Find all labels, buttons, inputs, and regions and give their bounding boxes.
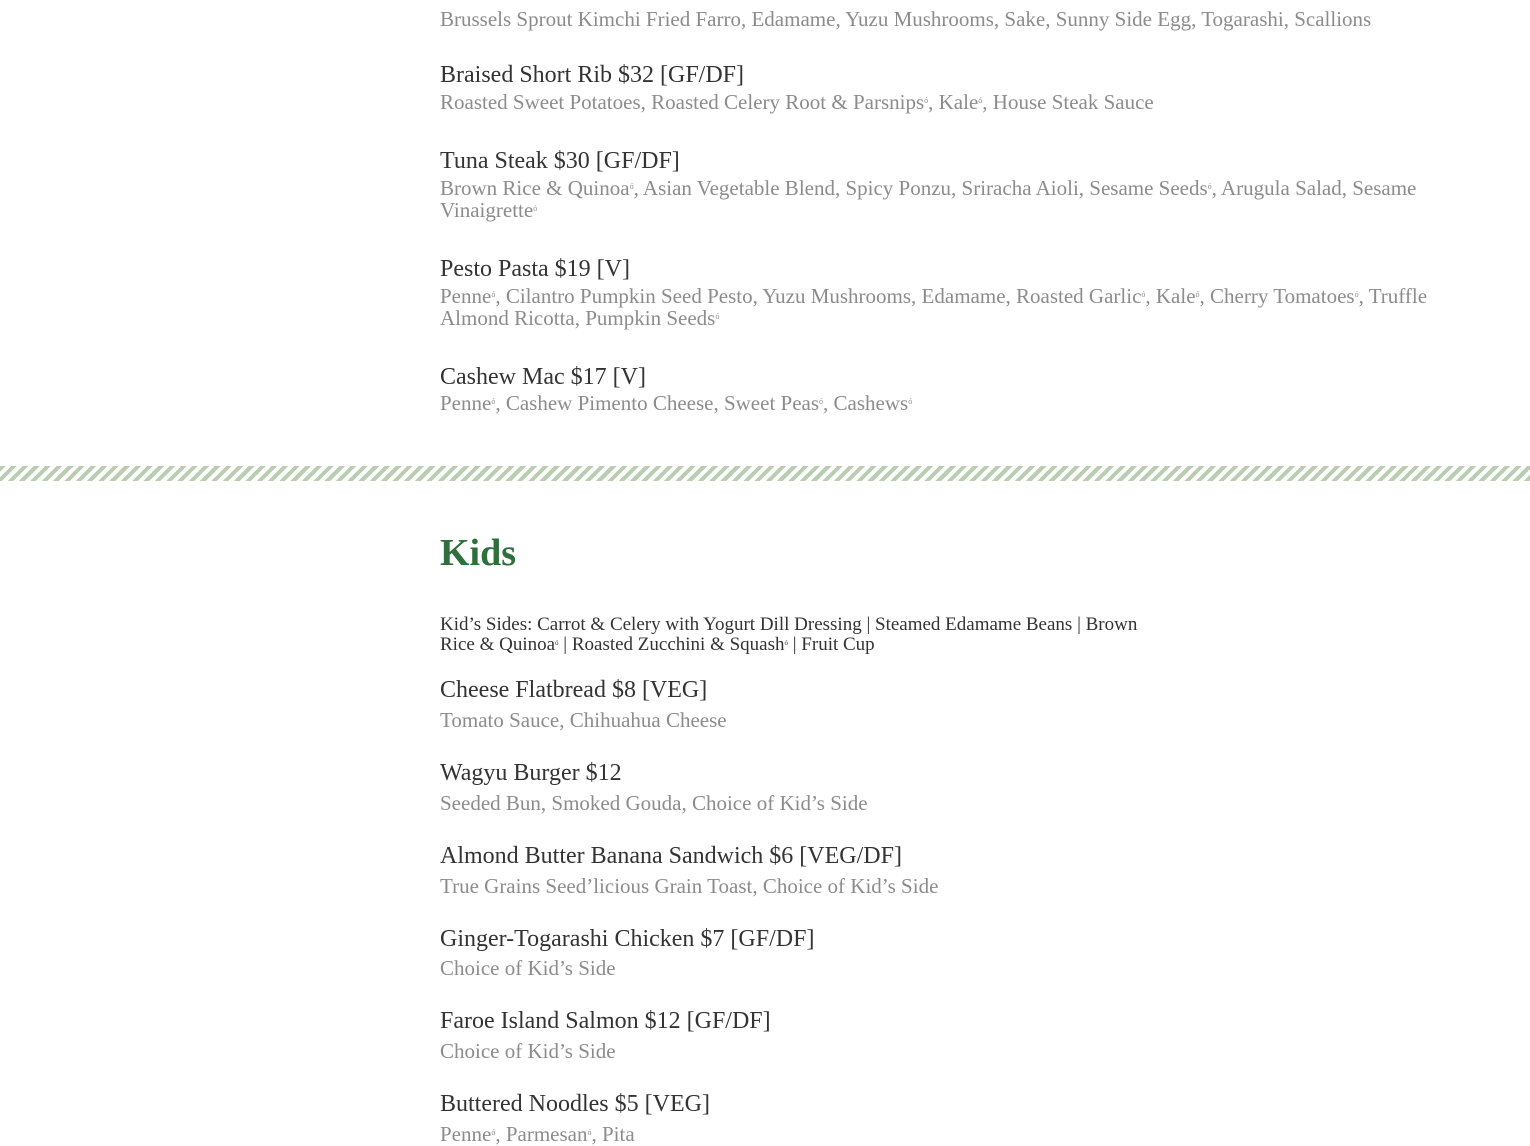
item-description: Penne$^ó$, Cilantro Pumpkin Seed Pesto, Yuzu Mushrooms, Edamame, Roasted Garlic$^ó$, Kale$^ó$, Cherry Tomatoes$^ó$, Truffle Almond Ricotta, Pumpkin Seeds$^ó$ [440,284,1428,330]
menu-item [440,8,1440,30]
section-divider [0,466,1530,481]
item-description: Tomato Sauce, Chihuahua Cheese [440,708,727,732]
item-title: Faroe Island Salmon $12 [GF/DF] [440,1008,771,1034]
item-description: Penne$^ó$, Parmesan$^ó$, Pita [440,1122,635,1146]
section-title-kids: Kids [440,532,517,574]
menu-item [440,60,1440,113]
item-title: Almond Butter Banana Sandwich $6 [VEG/DF] [440,843,902,869]
item-description: Seeded Bun, Smoked Gouda, Choice of Kid’s Side [440,791,868,815]
menu-item [440,362,1440,414]
item-title: Pesto Pasta $19 [V] [440,256,630,282]
item-description: Choice of Kid’s Side [440,956,616,980]
menu-item [440,254,1440,329]
menu-item [440,758,1440,814]
item-title: Ginger-Togarashi Chicken $7 [GF/DF] [440,926,815,952]
item-title: Braised Short Rib $32 [GF/DF] [440,62,745,88]
item-description: Brussels Sprout Kimchi Fried Farro, Edamame, Yuzu Mushrooms, Sake, Sunny Side Egg, Togarashi, Scallions [440,7,1372,31]
menu-item [440,841,1440,897]
item-description: Roasted Sweet Potatoes, Roasted Celery Root & Parsnips$^ó$, Kale$^ó$, House Steak Sauce [440,90,1154,114]
item-title: Wagyu Burger $12 [440,760,622,786]
item-description: Penne$^ó$, Cashew Pimento Cheese, Sweet Peas$^ó$, Cashews$^ó$ [440,391,913,415]
item-title: Tuna Steak $30 [GF/DF] [440,148,680,174]
menu-item [440,675,1440,731]
menu-item [440,924,1440,979]
item-description: Brown Rice & Quinoa$^ó$, Asian Vegetable Blend, Spicy Ponzu, Sriracha Aioli, Sesame Seeds$^ó$, Arugula Salad, Sesame Vinaigrette$^ó$ [440,176,1417,222]
item-title: Cheese Flatbread $8 [VEG] [440,677,708,703]
item-title: Buttered Noodles $5 [VEG] [440,1091,710,1117]
item-title: Cashew Mac $17 [V] [440,364,646,390]
menu-item [440,1089,1440,1145]
kids-sides-note: Kid’s Sides: Carrot & Celery with Yogurt Dill Dressing | Steamed Edamame Beans | Brown Rice & Quinoa$^ó$ | Roasted Zucchini & Squash$^ó$ | Fruit Cup [440,614,1138,655]
menu-item [440,1006,1440,1062]
item-description: True Grains Seed’licious Grain Toast, Choice of Kid’s Side [440,874,939,898]
menu-item [440,146,1440,221]
item-description: Choice of Kid’s Side [440,1039,616,1063]
